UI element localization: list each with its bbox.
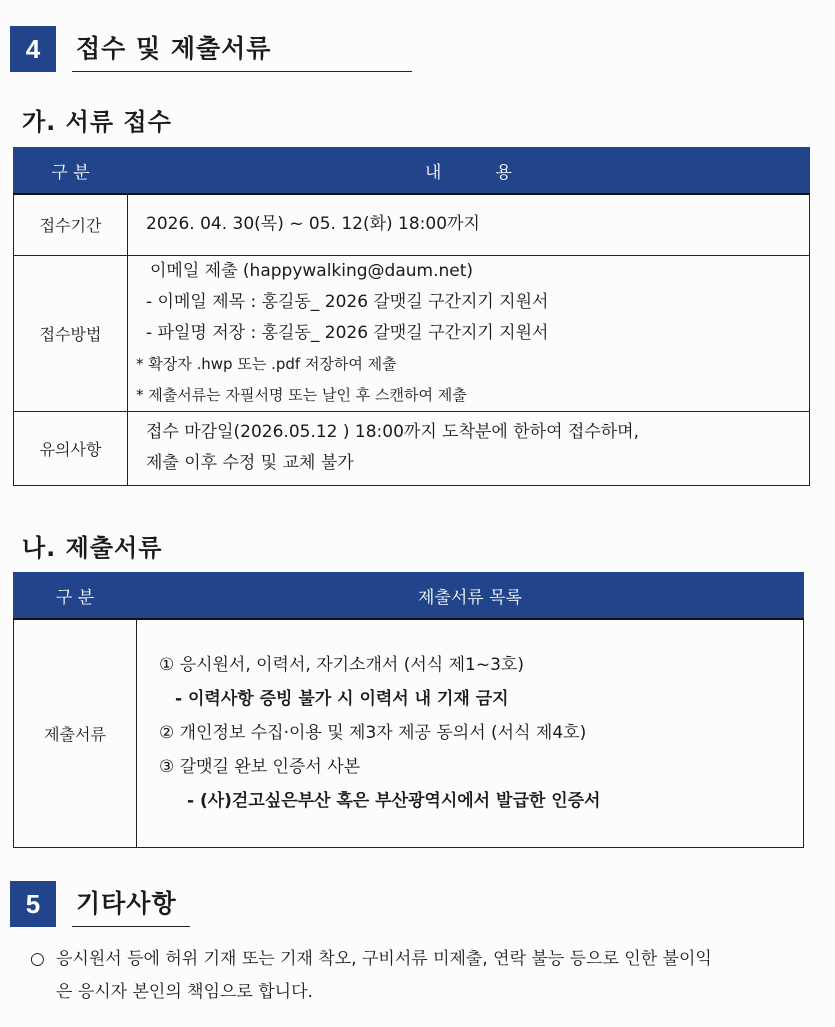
documents-table: [13, 572, 804, 848]
row-label: 접수방법: [14, 255, 128, 411]
table-row: [14, 255, 810, 411]
section-title-underline: [72, 29, 412, 72]
subsection-b-title: 나. 제출서류: [22, 534, 163, 562]
section-5-header: [10, 881, 190, 927]
section-number: 5: [10, 881, 56, 927]
notes-block: [30, 943, 712, 1009]
document-item: ① 응시원서, 이력서, 자기소개서 (서식 제1~3호): [159, 655, 524, 676]
document-item: ③ 갈맷길 완보 인증서 사본: [159, 757, 361, 778]
section-4-header: [10, 26, 412, 72]
submission-table: [13, 147, 810, 486]
note-text-continued: 은 응시자 본인의 책임으로 합니다.: [56, 982, 313, 1002]
header-content: 내 용: [128, 148, 810, 195]
method-note: * 확장자 .hwp 또는 .pdf 저장하여 제출: [136, 354, 397, 373]
row-label: 유의사항: [14, 411, 128, 485]
row-content: [128, 255, 810, 411]
table-row: [14, 619, 804, 847]
method-line: - 이메일 제목 : 홍길동_ 2026 갈맷길 구간지기 지원서: [146, 291, 549, 312]
method-note: * 제출서류는 자필서명 또는 날인 후 스캔하여 제출: [136, 385, 467, 404]
period-text: 2026. 04. 30(목) ~ 05. 12(화) 18:00까지: [146, 214, 480, 235]
note-line: [30, 943, 712, 976]
notice-line: 제출 이후 수정 및 교체 불가: [146, 453, 354, 473]
method-line: 이메일 제출 (happywalking@daum.net): [150, 260, 474, 281]
header-category: 구 분: [14, 148, 128, 195]
section-number: 4: [10, 26, 56, 72]
row-content: [128, 411, 810, 485]
row-content: [128, 194, 810, 255]
document-subitem: - 이력사항 증빙 불가 시 이력서 내 기재 금지: [175, 689, 509, 710]
section-title: 기타사항: [76, 889, 177, 918]
row-label: 제출서류: [14, 619, 137, 847]
row-content: [137, 619, 804, 847]
note-text: 응시원서 등에 허위 기재 또는 기재 착오, 구비서류 미제출, 연락 불능 등으로 인한 불이익: [56, 949, 712, 969]
subsection-a-title: 가. 서류 접수: [22, 108, 172, 136]
row-label: 접수기간: [14, 194, 128, 255]
notice-line: 접수 마감일(2026.05.12 ) 18:00까지 도착분에 한하여 접수하며,: [146, 422, 640, 442]
table-row: [14, 194, 810, 255]
section-title-underline: [72, 884, 190, 927]
document-item: ② 개인정보 수집·이용 및 제3자 제공 동의서 (서식 제4호): [159, 723, 587, 744]
table-header-row: [14, 573, 804, 620]
document-subitem: - (사)걷고싶은부산 혹은 부산광역시에서 발급한 인증서: [187, 791, 601, 812]
table-header-row: [14, 148, 810, 195]
bullet-circle-icon: ○: [30, 949, 45, 969]
header-category: 구 분: [14, 573, 137, 620]
header-document-list: 제출서류 목록: [137, 573, 804, 620]
method-line: - 파일명 저장 : 홍길동_ 2026 갈맷길 구간지기 지원서: [146, 322, 549, 343]
table-row: [14, 411, 810, 485]
section-title: 접수 및 제출서류: [76, 34, 272, 63]
